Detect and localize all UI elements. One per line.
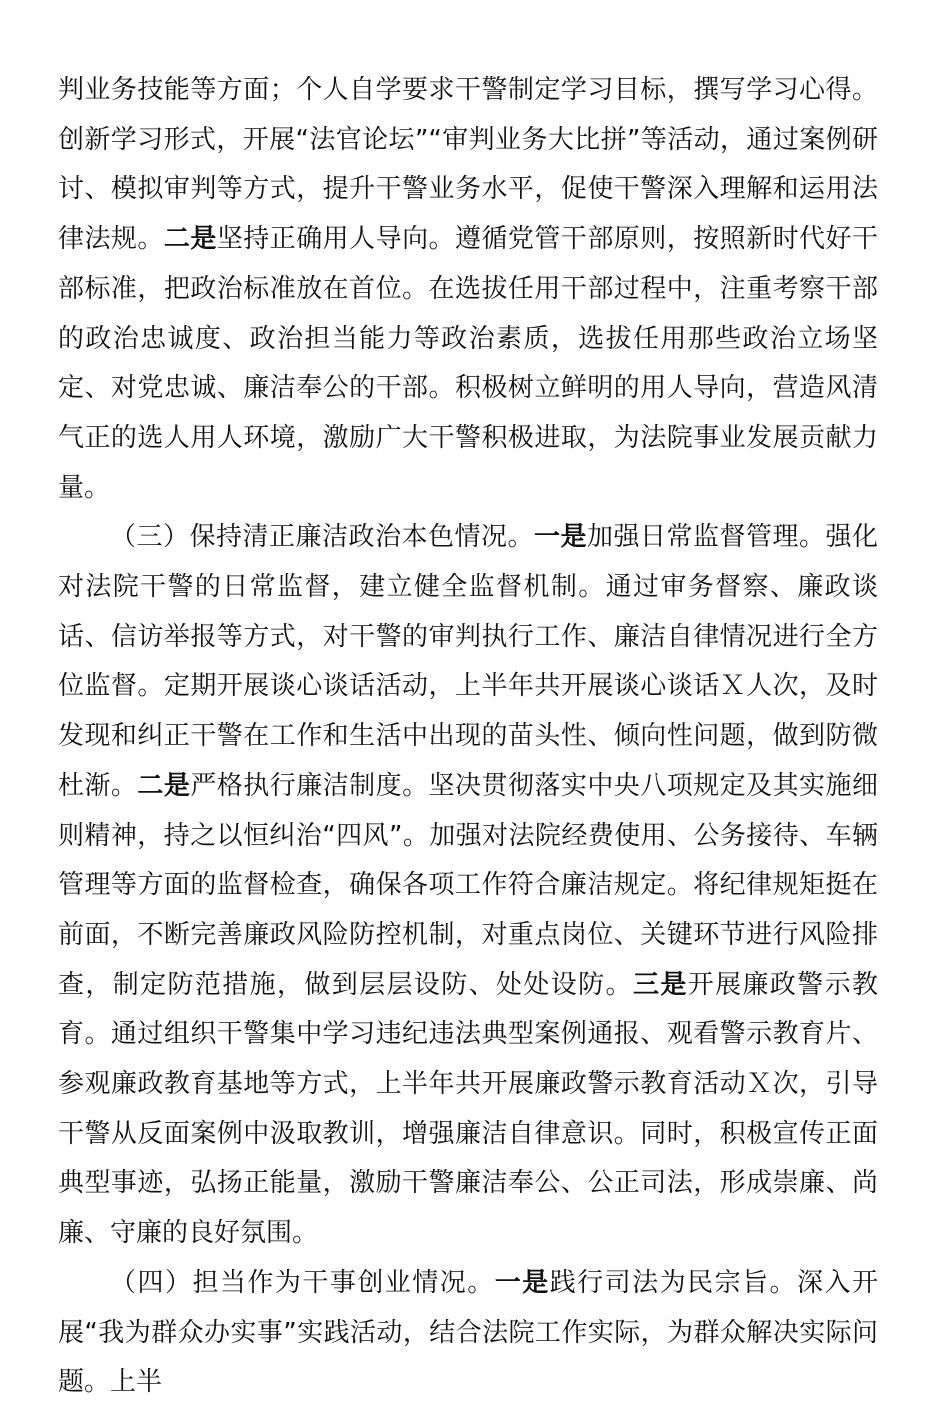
- text-segment: 判业务技能等方面；个人自学要求干警制定学习目标，撰写学习心得。创新学习形式，开展“法官论坛”“审判业务大比拼”等活动，通过案例研讨、模拟审判等方式，提升干警业务水平，促使干警深入理解和运用法律法规。: [58, 75, 878, 255]
- text-segment: 严格执行廉洁制度。坚决贯彻落实中央八项规定及其实施细则精神，持之以恒纠治“四风”。加强对法院经费使用、公务接待、车辆管理等方面的监督检查，确保各项工作符合廉洁规定。将纪律规矩挺在前面，不断完善廉政风险防控机制，对重点岗位、关键环节进行风险排查，制定防范措施，做到层层设防、处处设防。: [58, 770, 878, 1000]
- bold-lead: 二是: [137, 770, 191, 801]
- bold-lead: 二是: [163, 224, 217, 255]
- text-segment: 践行司法为民宗旨。深入开展“我为群众办实事”实践活动，结合法院工作实际，为群众解决实际问题。上半: [58, 1267, 878, 1398]
- bold-lead: 三是: [632, 969, 688, 1000]
- section-heading: （四）担当作为干事创业情况。: [110, 1267, 495, 1298]
- paragraph-continuation: [58, 66, 878, 513]
- bold-lead: 一是: [494, 1267, 550, 1298]
- text-segment: 开展廉政警示教育。通过组织干警集中学习违纪违法典型案例通报、观看警示教育片、参观廉政教育基地等方式，上半年共开展廉政警示教育活动Ｘ次，引导干警从反面案例中汲取教训，增强廉洁自律意识。同时，积极宣传正面典型事迹，弘扬正能量，激励干警廉洁奉公、公正司法，形成崇廉、尚廉、守廉的良好氛围。: [58, 969, 878, 1249]
- section-heading: （三）保持清正廉洁政治本色情况。: [110, 522, 534, 553]
- text-segment: 加强日常监督管理。强化对法院干警的日常监督，建立健全监督机制。通过审务督察、廉政谈话、信访举报等方式，对干警的审判执行工作、廉洁自律情况进行全方位监督。定期开展谈心谈话活动，上半年共开展谈心谈话Ｘ人次，及时发现和纠正干警在工作和生活中出现的苗头性、倾向性问题，做到防微杜渐。: [58, 522, 878, 801]
- paragraph-section-3: [58, 513, 878, 1259]
- paragraph-section-4: [58, 1259, 878, 1408]
- text-segment: 坚持正确用人导向。遵循党管干部原则，按照新时代好干部标准，把政治标准放在首位。在选拔任用干部过程中，注重考察干部的政治忠诚度、政治担当能力等政治素质，选拔任用那些政治立场坚定、对党忠诚、廉洁奉公的干部。积极树立鲜明的用人导向，营造风清气正的选人用人环境，激励广大干警积极进取，为法院事业发展贡献力量。: [58, 224, 878, 503]
- bold-lead: 一是: [533, 522, 587, 553]
- document-page: [58, 66, 878, 1408]
